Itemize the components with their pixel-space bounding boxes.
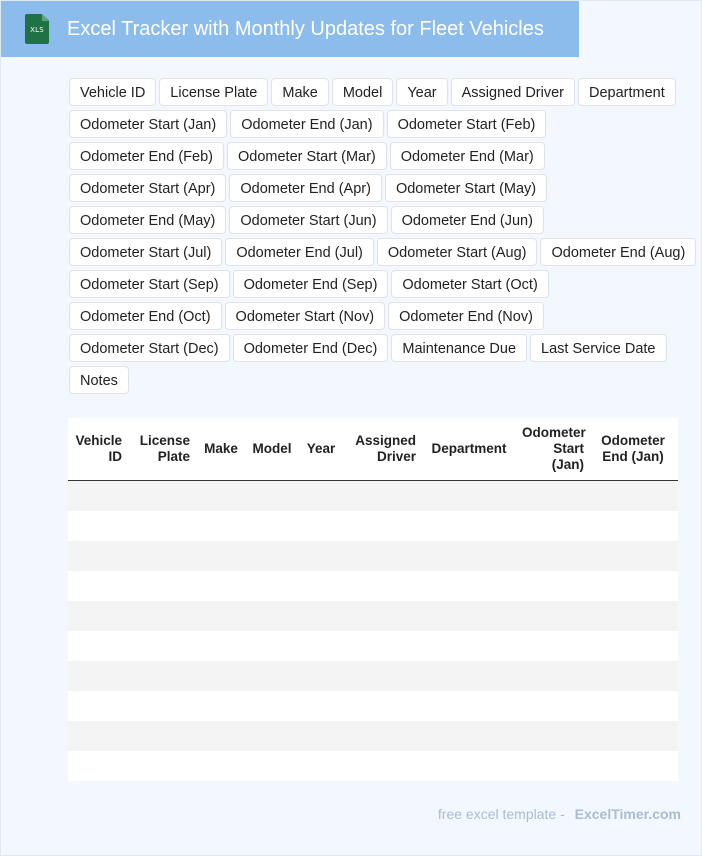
table-cell[interactable] (198, 541, 248, 571)
table-cell[interactable] (346, 691, 424, 721)
column-chip[interactable]: Model (332, 78, 394, 106)
table-cell[interactable] (198, 721, 248, 751)
column-chip[interactable]: Odometer Start (Aug) (377, 238, 538, 266)
table-cell[interactable] (592, 481, 678, 512)
column-chip[interactable]: Odometer Start (Nov) (225, 302, 386, 330)
table-cell[interactable] (424, 691, 518, 721)
table-cell[interactable] (300, 571, 346, 601)
table-cell[interactable] (130, 661, 198, 691)
table-cell[interactable] (424, 541, 518, 571)
table-cell[interactable] (68, 631, 130, 661)
table-row (68, 691, 678, 721)
table-cell[interactable] (68, 601, 130, 631)
column-chip[interactable]: Odometer End (Feb) (69, 142, 224, 170)
table-cell[interactable] (198, 511, 248, 541)
column-chip[interactable]: License Plate (159, 78, 268, 106)
column-chip[interactable]: Odometer End (Oct) (69, 302, 222, 330)
column-header: License Plate (130, 418, 198, 481)
column-chip[interactable]: Department (578, 78, 676, 106)
column-header: Odometer End (Jan) (592, 418, 678, 481)
column-chip[interactable]: Odometer End (Sep) (233, 270, 389, 298)
column-chip[interactable]: Odometer End (Jun) (391, 206, 544, 234)
table-cell[interactable] (424, 601, 518, 631)
table-cell[interactable] (130, 511, 198, 541)
column-chip[interactable]: Odometer End (Apr) (229, 174, 382, 202)
column-chip[interactable]: Year (396, 78, 447, 106)
table-cell[interactable] (68, 481, 130, 512)
table-cell[interactable] (198, 631, 248, 661)
table-cell[interactable] (518, 721, 592, 751)
column-chip[interactable]: Last Service Date (530, 334, 666, 362)
table-cell[interactable] (300, 691, 346, 721)
table-cell[interactable] (198, 751, 248, 781)
table-cell[interactable] (592, 751, 678, 781)
table-cell[interactable] (346, 751, 424, 781)
table-cell[interactable] (592, 601, 678, 631)
table-cell[interactable] (518, 661, 592, 691)
column-header: Vehicle ID (68, 418, 130, 481)
table-cell[interactable] (248, 631, 300, 661)
table-cell[interactable] (130, 721, 198, 751)
table-cell[interactable] (592, 541, 678, 571)
column-chip[interactable]: Odometer Start (Feb) (387, 110, 547, 138)
table-cell[interactable] (424, 481, 518, 512)
table-cell[interactable] (518, 511, 592, 541)
table-cell[interactable] (424, 511, 518, 541)
table-cell[interactable] (518, 751, 592, 781)
column-chip[interactable]: Vehicle ID (69, 78, 156, 106)
table-cell[interactable] (424, 661, 518, 691)
column-chip[interactable]: Odometer End (Dec) (233, 334, 389, 362)
table-cell[interactable] (518, 481, 592, 512)
table-cell[interactable] (592, 661, 678, 691)
column-chip[interactable]: Odometer End (Jan) (230, 110, 383, 138)
column-chip[interactable]: Odometer Start (Sep) (69, 270, 230, 298)
table-row (68, 481, 678, 512)
table-cell[interactable] (592, 691, 678, 721)
table-row (68, 661, 678, 691)
table-cell[interactable] (130, 601, 198, 631)
table-cell[interactable] (424, 571, 518, 601)
table-cell[interactable] (130, 571, 198, 601)
table-cell[interactable] (68, 661, 130, 691)
table-cell[interactable] (248, 751, 300, 781)
table-cell[interactable] (248, 601, 300, 631)
column-header: Assigned Driver (346, 418, 424, 481)
table-cell[interactable] (198, 571, 248, 601)
column-chip[interactable]: Odometer Start (Dec) (69, 334, 230, 362)
table-cell[interactable] (346, 661, 424, 691)
table-cell[interactable] (130, 631, 198, 661)
table-cell[interactable] (346, 511, 424, 541)
column-header: Odometer Start (Jan) (518, 418, 592, 481)
table-cell[interactable] (592, 721, 678, 751)
table-cell[interactable] (346, 631, 424, 661)
table-row (68, 541, 678, 571)
table-cell[interactable] (68, 721, 130, 751)
table-cell[interactable] (592, 571, 678, 601)
table-cell[interactable] (592, 631, 678, 661)
table-cell[interactable] (346, 571, 424, 601)
table-cell[interactable] (68, 541, 130, 571)
table-cell[interactable] (300, 541, 346, 571)
table-row (68, 721, 678, 751)
column-chip[interactable]: Maintenance Due (391, 334, 527, 362)
column-header: Make (198, 418, 248, 481)
table-cell[interactable] (248, 511, 300, 541)
footer (438, 806, 681, 822)
table-cell[interactable] (68, 691, 130, 721)
table-cell[interactable] (300, 721, 346, 751)
table-cell[interactable] (518, 691, 592, 721)
table-cell[interactable] (300, 511, 346, 541)
xls-file-icon (25, 14, 49, 44)
table-cell[interactable] (300, 481, 346, 512)
table-cell[interactable] (68, 511, 130, 541)
tracker-table (68, 418, 678, 781)
table-row (68, 601, 678, 631)
column-chip[interactable]: Odometer End (Aug) (540, 238, 696, 266)
table-cell[interactable] (198, 661, 248, 691)
column-chip-list (69, 78, 699, 394)
table-cell[interactable] (300, 631, 346, 661)
table-row (68, 571, 678, 601)
column-chip[interactable]: Notes (69, 366, 129, 394)
column-chip[interactable]: Odometer Start (Mar) (227, 142, 387, 170)
table-cell[interactable] (346, 721, 424, 751)
table-cell[interactable] (424, 751, 518, 781)
column-chip[interactable]: Make (271, 78, 328, 106)
table-cell[interactable] (518, 571, 592, 601)
table-cell[interactable] (130, 691, 198, 721)
table-cell[interactable] (346, 541, 424, 571)
table-cell[interactable] (198, 481, 248, 512)
column-chip[interactable]: Odometer Start (Jun) (229, 206, 387, 234)
table-cell[interactable] (300, 601, 346, 631)
column-chip[interactable]: Assigned Driver (451, 78, 575, 106)
table-cell[interactable] (592, 511, 678, 541)
table-cell[interactable] (346, 481, 424, 512)
xls-icon-label: XLS (30, 26, 44, 34)
table-cell[interactable] (130, 751, 198, 781)
column-header: Year (300, 418, 346, 481)
column-chip[interactable]: Odometer End (Jul) (225, 238, 374, 266)
column-chip[interactable]: Odometer Start (Jan) (69, 110, 227, 138)
table-cell[interactable] (68, 571, 130, 601)
table-cell[interactable] (68, 751, 130, 781)
table-cell[interactable] (198, 691, 248, 721)
table-cell[interactable] (424, 631, 518, 661)
table-cell[interactable] (300, 751, 346, 781)
table-header-row (68, 418, 678, 481)
table-row (68, 511, 678, 541)
column-chip[interactable]: Odometer End (May) (69, 206, 226, 234)
table-cell[interactable] (518, 541, 592, 571)
column-chip[interactable]: Odometer Start (May) (385, 174, 547, 202)
table-cell[interactable] (300, 661, 346, 691)
table-cell[interactable] (130, 481, 198, 512)
table-cell[interactable] (518, 631, 592, 661)
column-chip[interactable]: Odometer End (Nov) (388, 302, 544, 330)
page-header (1, 1, 579, 57)
table-cell[interactable] (248, 571, 300, 601)
table-cell[interactable] (130, 541, 198, 571)
column-header: Model (248, 418, 300, 481)
table-row (68, 751, 678, 781)
column-chip[interactable]: Odometer Start (Oct) (391, 270, 548, 298)
column-chip[interactable]: Odometer Start (Jul) (69, 238, 222, 266)
table-cell[interactable] (198, 601, 248, 631)
table-cell[interactable] (248, 541, 300, 571)
table-row (68, 631, 678, 661)
column-chip[interactable]: Odometer Start (Apr) (69, 174, 226, 202)
table-cell[interactable] (248, 721, 300, 751)
column-chip[interactable]: Odometer End (Mar) (390, 142, 545, 170)
footer-text: free excel template - (437, 806, 565, 822)
table-cell[interactable] (424, 721, 518, 751)
table-cell[interactable] (248, 661, 300, 691)
table-cell[interactable] (518, 601, 592, 631)
table-cell[interactable] (346, 601, 424, 631)
table-cell[interactable] (248, 481, 300, 512)
footer-brand-link[interactable]: ExcelTimer.com (574, 806, 681, 822)
page-title: Excel Tracker with Monthly Updates for Fleet Vehicles (67, 17, 544, 40)
table-cell[interactable] (248, 691, 300, 721)
column-header: Department (424, 418, 518, 481)
